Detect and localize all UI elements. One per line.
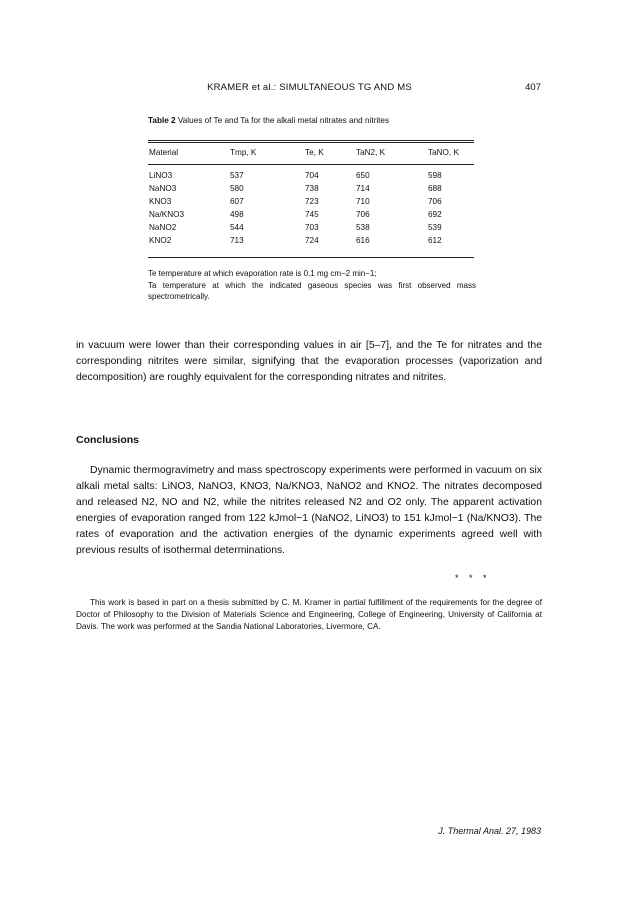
table-top-rule-double <box>148 142 474 143</box>
paragraph-continuation: in vacuum were lower than their corresponding values in air [5–7], and the Te for nitrates and the corresponding nitrites were similar, signifying that the evaporation processes (vaporization and decomposition) are roughly equivalent for the corresponding nitrates and nitrites. <box>76 340 542 383</box>
table-cell: 714 <box>356 184 370 193</box>
table-cell: 498 <box>230 210 244 219</box>
table-cell: 724 <box>305 236 319 245</box>
table-footnote <box>148 268 476 303</box>
acknowledgement: This work is based in part on a thesis submitted by C. M. Kramer in partial fulfillment of the requirements for the degree of Doctor of Philosophy to the Division of Materials Science and Engineering, College of Engineering, University of California at Davis. The work was performed at the Sandia National Laboratories, Livermore, CA. <box>76 598 542 631</box>
table-cell: 706 <box>356 210 370 219</box>
table-header-rule <box>148 164 474 165</box>
table-caption-label: Table 2 <box>148 116 176 125</box>
table-cell: 704 <box>305 171 319 180</box>
table-row-material: NaNO2 <box>149 223 177 232</box>
table-caption <box>148 116 548 125</box>
table-bottom-rule <box>148 257 474 258</box>
footnote-line-ta: Ta temperature at which the indicated gaseous species was first observed mass spectrometrically. <box>148 280 476 301</box>
conclusions-heading: Conclusions <box>76 434 140 446</box>
col-header-ta-n2: TaN2, K <box>356 148 386 157</box>
table-cell: 738 <box>305 184 319 193</box>
table-cell: 713 <box>230 236 244 245</box>
table-cell: 539 <box>428 223 442 232</box>
table-cell: 692 <box>428 210 442 219</box>
table-cell: 616 <box>356 236 370 245</box>
conclusions-paragraph: Dynamic thermogravimetry and mass spectroscopy experiments were performed in vacuum on six alkali metal salts: LiNO3, NaNO3, KNO3, Na/KNO3, NaNO2 and KNO2. The nitrates decomposed and released N2, NO and N2, while the nitrites released N2 and O2 only. The apparent activation energies of evaporation ranged from 122 kJmol−1 (NaNO2, LiNO3) to 151 kJmol−1 (Na/KNO3). The rates of evaporation and the activation energies of the dynamic experiments agreed well with previous results of isothermal determinations. <box>76 465 542 556</box>
running-title: KRAMER et al.: SIMULTANEOUS TG AND MS <box>207 82 412 93</box>
section-separator: * * * <box>455 573 491 583</box>
table-cell: 607 <box>230 197 244 206</box>
table-row-material: KNO3 <box>149 197 172 206</box>
table-cell: 688 <box>428 184 442 193</box>
table-cell: 612 <box>428 236 442 245</box>
table-cell: 544 <box>230 223 244 232</box>
table-row-material: LiNO3 <box>149 171 173 180</box>
journal-footer: J. Thermal Anal. 27, 1983 <box>438 826 541 836</box>
table-cell: 580 <box>230 184 244 193</box>
table-cell: 537 <box>230 171 244 180</box>
table-row-material: KNO2 <box>149 236 172 245</box>
table-cell: 703 <box>305 223 319 232</box>
table-top-rule <box>148 140 474 141</box>
table-caption-text: Values of Te and Ta for the alkali metal nitrates and nitrites <box>177 116 390 125</box>
col-header-material: Material <box>149 148 179 157</box>
col-header-tmp: Tmp, K <box>230 148 257 157</box>
table-row-material: Na/KNO3 <box>149 210 185 219</box>
table-cell: 710 <box>356 197 370 206</box>
col-header-te: Te, K <box>305 148 324 157</box>
table-cell: 706 <box>428 197 442 206</box>
table-cell: 745 <box>305 210 319 219</box>
col-header-ta-no: TaNO, K <box>428 148 459 157</box>
page-number: 407 <box>525 82 541 93</box>
table-cell: 650 <box>356 171 370 180</box>
footnote-line-te: Te temperature at which evaporation rate is 0.1 mg cm−2 min−1; <box>148 269 377 278</box>
table-cell: 538 <box>356 223 370 232</box>
table-cell: 723 <box>305 197 319 206</box>
table-cell: 598 <box>428 171 442 180</box>
table-row-material: NaNO3 <box>149 184 177 193</box>
